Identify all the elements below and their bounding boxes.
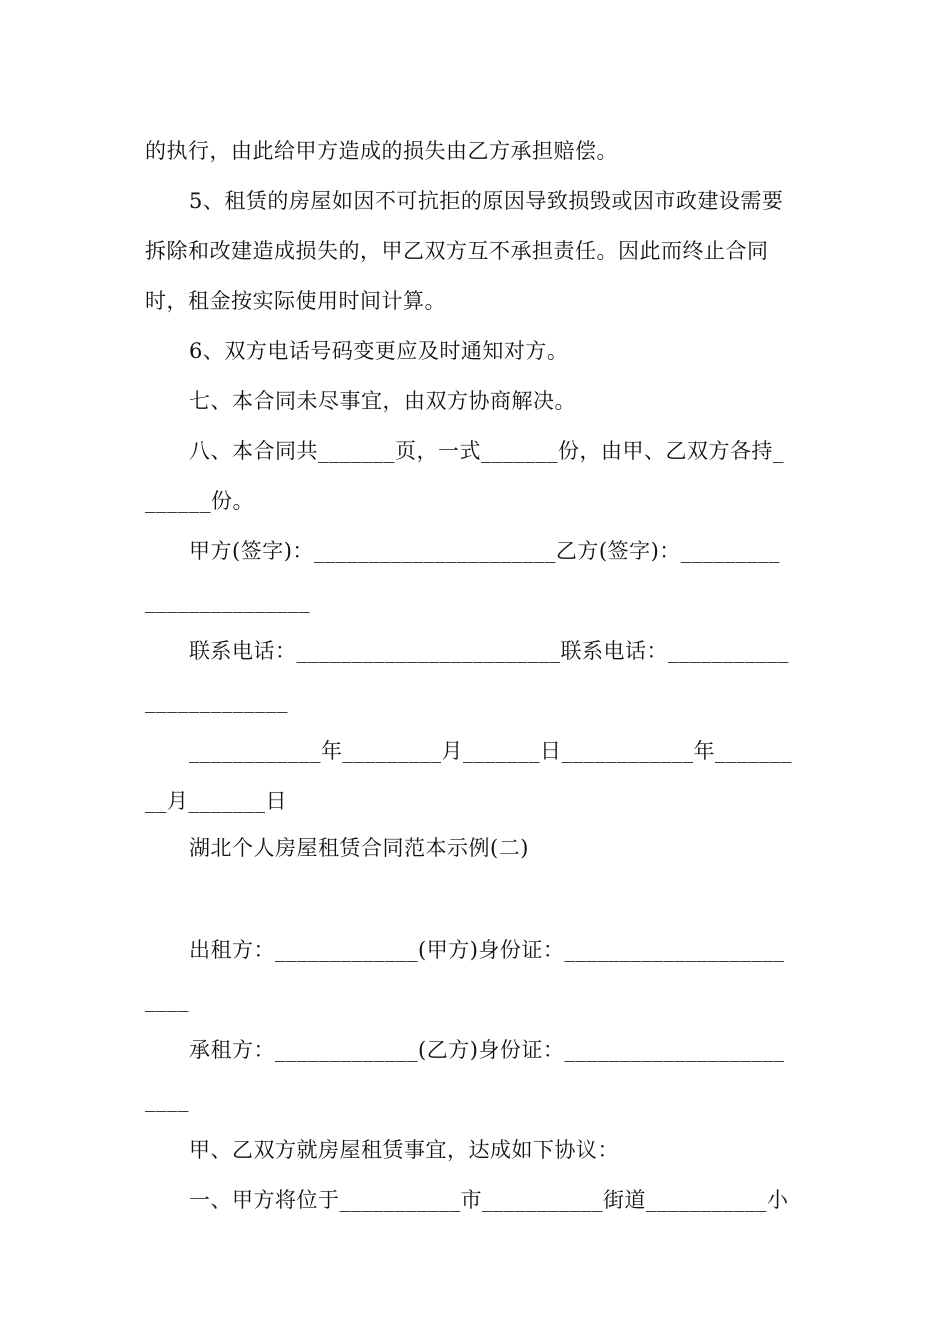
lessor-line: 出租方：_____________(甲方)身份证：____________________: [189, 938, 785, 962]
text-line: 的执行，由此给甲方造成的损失由乙方承担赔偿。: [145, 139, 618, 163]
clause-1: 一、甲方将位于___________市___________街道___________小: [189, 1188, 789, 1212]
phone-line-cont: _____________: [145, 689, 288, 713]
date-line: ____________年_________月_______日____________年_______: [189, 739, 792, 763]
clause-5: 5、租赁的房屋如因不可抗拒的原因导致损毁或因市政建设需要: [189, 189, 784, 213]
lessor-line-cont: ____: [145, 988, 189, 1012]
section-8: 八、本合同共_______页，一式_______份，由甲、乙双方各持_: [189, 439, 784, 463]
section-7: 七、本合同未尽事宜，由双方协商解决。: [189, 389, 576, 413]
phone-line: 联系电话：________________________联系电话：___________: [189, 639, 789, 663]
lessee-line: 承租方：_____________(乙方)身份证：____________________: [189, 1038, 785, 1062]
signature-line: 甲方(签字)：______________________乙方(签字)：_________: [189, 539, 780, 563]
agreement-intro: 甲、乙双方就房屋租赁事宜，达成如下协议：: [189, 1138, 619, 1162]
document-title: 湖北个人房屋租赁合同范本示例(二): [189, 836, 529, 860]
lessee-line-cont: ____: [145, 1088, 189, 1112]
signature-line-cont: _______________: [145, 589, 310, 613]
text-line: 拆除和改建造成损失的，甲乙双方互不承担责任。因此而终止合同: [145, 239, 769, 263]
date-line-cont: __月_______日: [145, 789, 287, 813]
text-line: 时，租金按实际使用时间计算。: [145, 289, 446, 313]
text-line: ______份。: [145, 489, 254, 513]
clause-6: 6、双方电话号码变更应及时通知对方。: [189, 339, 569, 363]
